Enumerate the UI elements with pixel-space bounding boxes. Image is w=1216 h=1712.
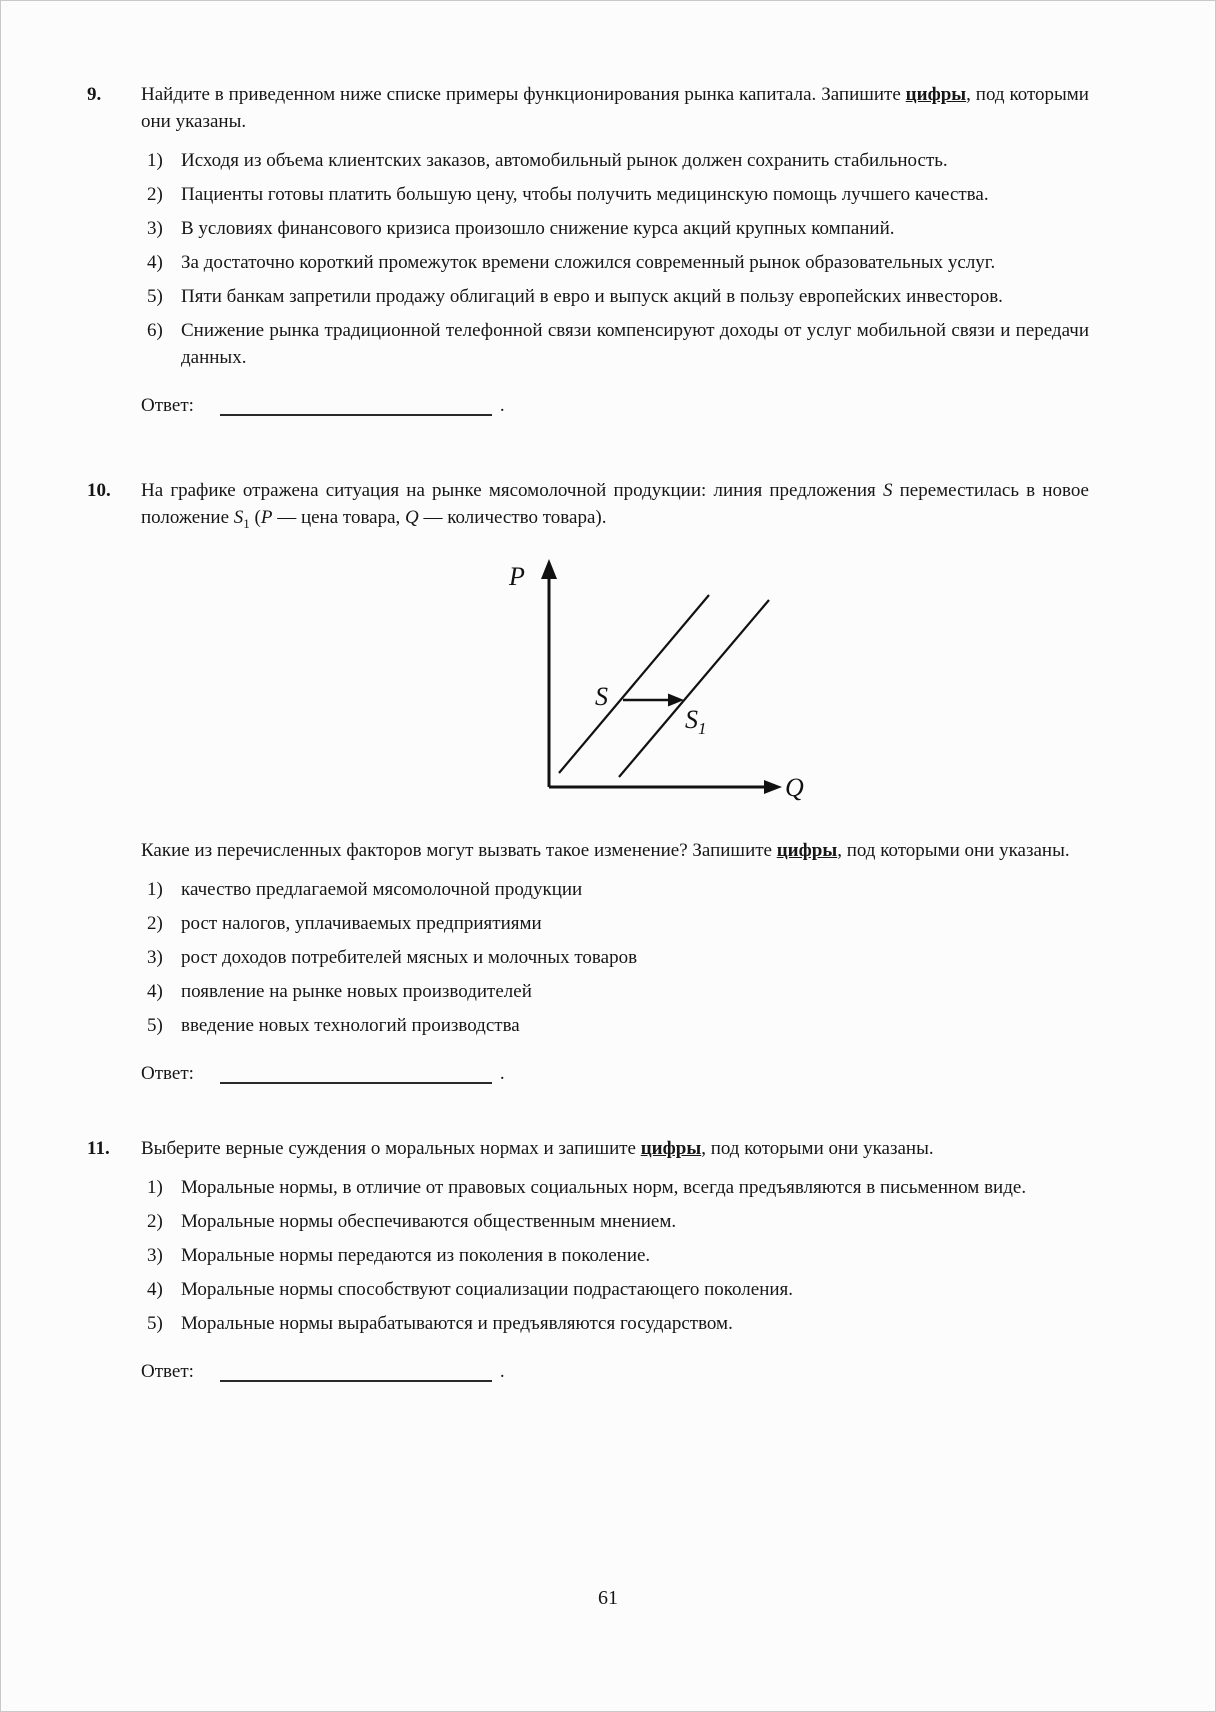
item-text: За достаточно короткий промежуток времени сложился современный рынок образовательных услуг.: [181, 252, 996, 273]
supply-line-s: [559, 595, 709, 773]
item-number: 4): [147, 1278, 163, 1300]
item-text: Моральные нормы, в отличие от правовых социальных норм, всегда предъявляются в письменном виде.: [181, 1176, 1027, 1198]
item-number: 1): [147, 878, 163, 900]
list-item: [147, 1012, 1089, 1039]
item-number: 1): [147, 150, 163, 171]
item-number: 4): [147, 252, 163, 273]
list-item: [147, 876, 1089, 903]
question-11-intro-text: Выберите верные суждения о моральных нормах и запишите: [141, 1137, 641, 1159]
math-var-p: P: [260, 507, 273, 528]
list-item: [147, 249, 1089, 276]
item-text: Моральные нормы вырабатываются и предъявляются государством.: [181, 1312, 733, 1334]
question-9-answer-row: [141, 391, 1089, 419]
answer-label: Ответ:: [141, 395, 194, 416]
item-number: 5): [147, 286, 163, 307]
answer-blank: [220, 1360, 492, 1382]
item-text: рост налогов, уплачиваемых предприятиями: [181, 912, 542, 934]
answer-label: Ответ:: [141, 1062, 194, 1084]
item-number: 6): [147, 320, 163, 341]
question-11-answer-row: [141, 1357, 1089, 1385]
page-number: 61: [598, 1587, 618, 1609]
question-10-task-emphasis: цифры: [776, 839, 838, 861]
question-9: [87, 81, 1089, 419]
question-10: [87, 477, 1089, 1087]
item-text: Пяти банкам запретили продажу облигаций в евро и выпуск акций в пользу европейских инвесторов.: [181, 286, 1003, 307]
item-number: 3): [147, 946, 163, 968]
item-number: 3): [147, 218, 163, 239]
item-number: 3): [147, 1244, 163, 1266]
math-var-s1-subscript: 1: [243, 515, 250, 531]
list-item: [147, 1310, 1089, 1337]
answer-label: Ответ:: [141, 1360, 194, 1382]
item-text: Снижение рынка традиционной телефонной связи компенсируют доходы от услуг мобильной связи и передачи данных.: [181, 320, 1089, 368]
item-text: Исходя из объема клиентских заказов, автомобильный рынок должен сохранить стабильность.: [181, 150, 948, 171]
list-item: [147, 147, 1089, 174]
item-text: Моральные нормы обеспечиваются общественным мнением.: [181, 1210, 677, 1232]
item-number: 5): [147, 1312, 163, 1334]
math-var-s1: S: [233, 507, 244, 528]
list-item: [147, 1276, 1089, 1303]
y-axis-arrow-icon: [541, 559, 557, 579]
supply-line-s1-label-subscript: 1: [698, 718, 707, 738]
question-9-intro: [141, 81, 1089, 135]
math-var-s: S: [882, 480, 893, 501]
x-axis-label: Q: [785, 772, 804, 802]
answer-period: .: [499, 1360, 505, 1382]
question-10-intro-text: — количество товара).: [418, 507, 607, 528]
question-9-intro-text: Найдите в приведенном ниже списке примеры функционирования рынка капитала. Запишите: [141, 84, 906, 105]
question-11-intro-emphasis: цифры: [640, 1137, 702, 1159]
item-text: введение новых технологий производства: [181, 1014, 520, 1036]
question-11-intro: [141, 1135, 1089, 1162]
list-item: [147, 1242, 1089, 1269]
list-item: [147, 978, 1089, 1005]
question-10-intro-text: переместилась в новое положение: [141, 480, 1089, 528]
question-9-intro-emphasis: цифры: [905, 84, 967, 105]
item-text: появление на рынке новых производителей: [181, 980, 532, 1002]
question-10-task-text: Какие из перечисленных факторов могут вызвать такое изменение? Запишите: [141, 839, 777, 861]
question-10-number: 10.: [87, 480, 111, 501]
question-10-options: [147, 876, 1089, 1039]
supply-line-s1-label: [685, 705, 707, 738]
question-10-intro-text: — цена товара,: [272, 507, 406, 528]
item-text: рост доходов потребителей мясных и молочных товаров: [181, 946, 638, 968]
answer-blank: [220, 394, 492, 416]
item-text: Моральные нормы передаются из поколения в поколение.: [181, 1244, 651, 1266]
item-number: 4): [147, 980, 163, 1002]
supply-line-s1-label-letter: S: [685, 704, 698, 734]
item-number: 1): [147, 1176, 163, 1198]
y-axis-label: P: [509, 561, 525, 591]
list-item: [147, 215, 1089, 242]
item-number: 2): [147, 912, 163, 934]
question-10-intro-text: На графике отражена ситуация на рынке мясомолочной продукции: линия предложения: [141, 480, 883, 501]
question-11: [87, 1135, 1089, 1385]
item-text: Пациенты готовы платить большую цену, чтобы получить медицинскую помощь лучшего качества.: [181, 184, 989, 205]
x-axis-arrow-icon: [764, 780, 782, 794]
list-item: [147, 181, 1089, 208]
question-9-intro-tail: , под которыми они указаны.: [141, 84, 1089, 132]
item-number: 5): [147, 1014, 163, 1036]
list-item: [147, 317, 1089, 371]
question-11-options: [147, 1174, 1089, 1337]
question-9-options: [147, 147, 1089, 371]
supply-shift-graph: [471, 555, 811, 815]
question-10-answer-row: [141, 1059, 1089, 1087]
supply-shift-chart: [471, 555, 811, 815]
question-10-task-tail: , под которыми они указаны.: [837, 839, 1070, 861]
question-11-number: 11.: [87, 1137, 110, 1159]
item-text: Моральные нормы способствуют социализации подрастающего поколения.: [181, 1278, 794, 1300]
item-text: В условиях финансового кризиса произошло снижение курса акций крупных компаний.: [181, 218, 895, 239]
answer-period: .: [499, 395, 505, 416]
answer-period: .: [499, 1062, 505, 1084]
item-number: 2): [147, 184, 163, 205]
question-11-intro-tail: , под которыми они указаны.: [701, 1137, 934, 1159]
list-item: [147, 1174, 1089, 1201]
question-10-intro-text: (: [249, 507, 261, 528]
math-var-q: Q: [405, 507, 419, 528]
list-item: [147, 944, 1089, 971]
question-10-intro: [141, 477, 1089, 537]
list-item: [147, 910, 1089, 937]
answer-blank: [220, 1062, 492, 1084]
supply-line-s-label: S: [595, 681, 608, 711]
item-text: качество предлагаемой мясомолочной продукции: [181, 878, 583, 900]
list-item: [147, 1208, 1089, 1235]
item-number: 2): [147, 1210, 163, 1232]
question-10-task: [141, 837, 1089, 864]
supply-line-s1: [619, 600, 769, 777]
list-item: [147, 283, 1089, 310]
question-9-number: 9.: [87, 84, 102, 105]
